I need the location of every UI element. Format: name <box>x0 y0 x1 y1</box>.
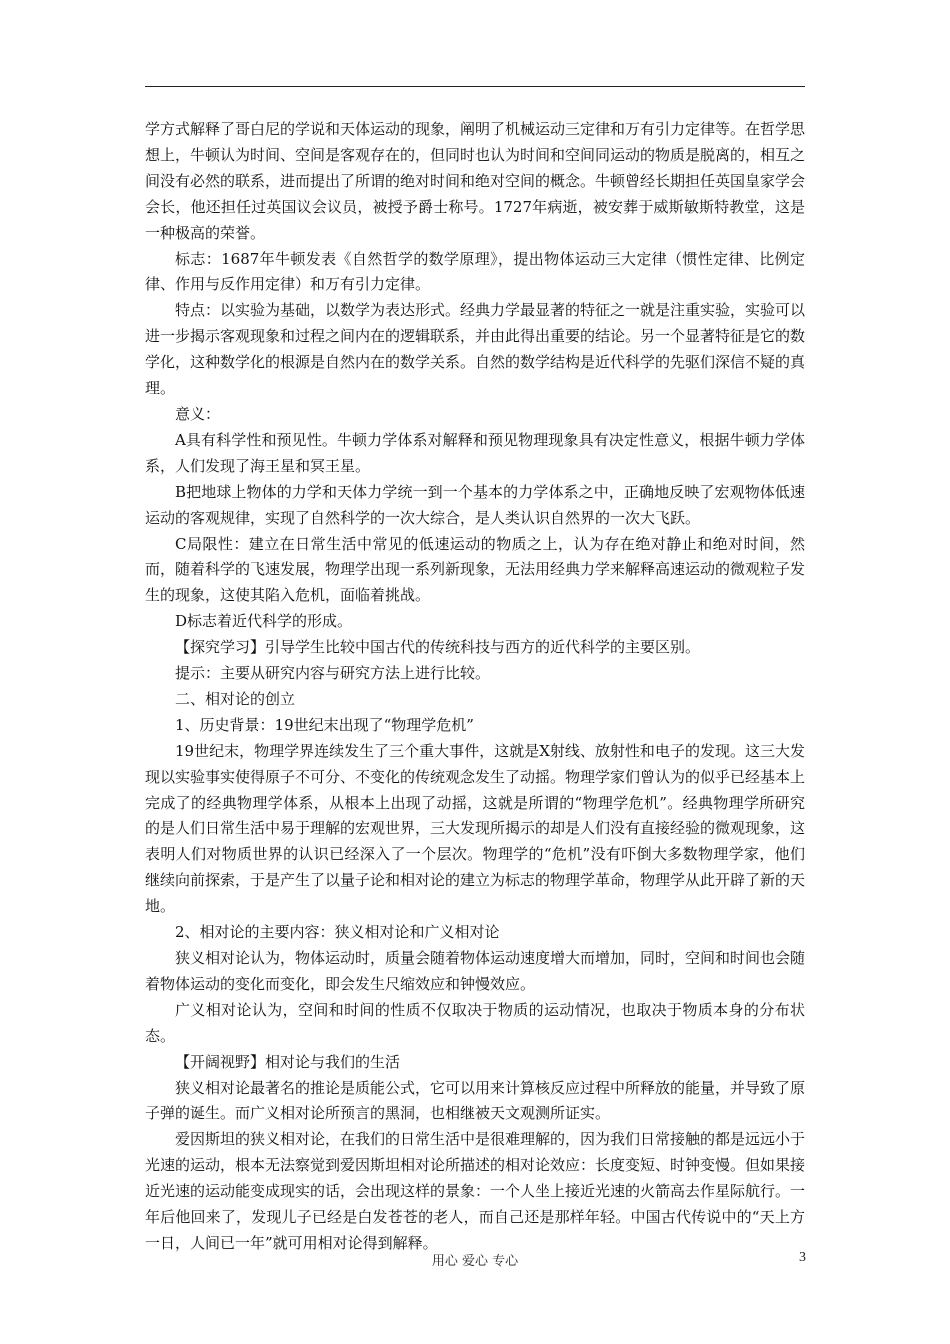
paragraph: 爱因斯坦的狭义相对论，在我们的日常生活中是很难理解的，因为我们日常接触的都是远远小于光速的运动，根本无法察觉到爱因斯坦相对论所描述的相对论效应：长度变短、时钟变慢。但如果接近光速的运动能变成现实的话，会出现这样的景象：一个人坐上接近光速的火箭高去作星际航行。一年后他回来了，发现儿子已经是白发苍苍的老人，而自己还是那样年轻。中国古代传说中的“天上方一日，人间已一年”就可用相对论得到解释。 <box>145 1130 806 1252</box>
paragraph: A具有科学性和预见性。牛顿力学体系对解释和预见物理现象具有决定性意义，根据牛顿力学体系，人们发现了海王星和冥王星。 <box>145 430 805 475</box>
paragraph: 标志：1687年牛顿发表《自然哲学的数学原理》，提出物体运动三大定律（惯性定律、比例定律、作用与反作用定律）和万有引力定律。 <box>145 249 805 294</box>
paragraph: B把地球上物体的力学和天体力学统一到一个基本的力学体系之中，正确地反映了宏观物体低速运动的客观规律，实现了自然科学的一次大综合，是人类认识自然界的一次大飞跃。 <box>145 482 805 527</box>
paragraph: C局限性：建立在日常生活中常见的低速运动的物质之上，认为存在绝对静止和绝对时间，然而，随着科学的飞速发展，物理学出现一系列新现象，无法用经典力学来解释高速运动的微观粒子发生的现象，这使其陷入危机，面临着挑战。 <box>145 534 806 605</box>
footer-motto: 用心 爱心 专心 <box>431 1254 519 1269</box>
paragraph: 学方式解释了哥白尼的学说和天体运动的现象，阐明了机械运动三定律和万有引力定律等。在哲学思想上，牛顿认为时间、空间是客观存在的，但同时也认为时间和空间同运动的物质是脱离的，相互之间没有必然的联系，进而提出了所谓的绝对时间和绝对空间的概念。牛顿曾经长期担任英国皇家学会会长，他还担任过英国议会议员，被授予爵士称号。1727年病逝，被安葬于威斯敏斯特教堂，这是一种极高的荣誉。 <box>145 120 806 242</box>
page-number: 3 <box>799 1250 806 1265</box>
paragraph: 狭义相对论认为，物体运动时，质量会随着物体运动速度增大而增加，同时，空间和时间也会随着物体运动的变化而变化，即会发生尺缩效应和钟慢效应。 <box>145 949 806 993</box>
paragraph: 狭义相对论最著名的推论是质能公式，它可以用来计算核反应过程中所释放的能量，并导致了原子弹的诞生。而广义相对论所预言的黑洞，也相继被天文观测所证实。 <box>145 1078 806 1123</box>
paragraph: 广义相对论认为，空间和时间的性质不仅取决于物质的运动情况，也取决于物质本身的分布状态。 <box>145 1000 805 1045</box>
paragraph: 意义： <box>175 404 221 423</box>
paragraph: 提示：主要从研究内容与研究方法上进行比较。 <box>175 664 491 683</box>
header-rule <box>145 86 805 87</box>
paragraph: 【探究学习】引导学生比较中国古代的传统科技与西方的近代科学的主要区别。 <box>175 638 701 657</box>
subsection-heading: 1、历史背景：19世纪末出现了“物理学危机” <box>175 715 474 734</box>
paragraph: 特点：以实验为基础，以数学为表达形式。经典力学最显著的特征之一就是注重实验，实验可以进一步揭示客观现象和过程之间内在的逻辑联系，并由此得出重要的结论。另一个显著特征是它的数学化，这种数学化的根源是自然内在的数学关系。自然的数学结构是近代科学的先驱们深信不疑的真理。 <box>145 301 806 398</box>
paragraph: 19世纪末，物理学界连续发生了三个重大事件，这就是X射线、放射性和电子的发现。这三大发现以实验事实使得原子不可分、不变化的传统观念发生了动摇。物理学家们曾认为的似乎已经基本上完成了的经典物理学体系，从根本上出现了动摇，这就是所谓的“物理学危机”。经典物理学所研究的是人们日常生活中易于理解的宏观世界，三大发现所揭示的却是人们没有直接经验的微观现象，这表明人们对物质世界的认识已经深入了一个层次。物理学的“危机”没有吓倒大多数物理学家，他们继续向前探索，于是产生了以量子论和相对论的建立为标志的物理学革命，物理学从此开辟了新的天地。 <box>145 741 806 916</box>
subsection-heading: 2、相对论的主要内容：狭义相对论和广义相对论 <box>175 923 500 942</box>
section-heading: 二、相对论的创立 <box>175 689 296 708</box>
paragraph: 【开阔视野】相对论与我们的生活 <box>175 1052 401 1071</box>
paragraph: D标志着近代科学的形成。 <box>175 612 353 631</box>
document-body <box>145 117 805 1257</box>
